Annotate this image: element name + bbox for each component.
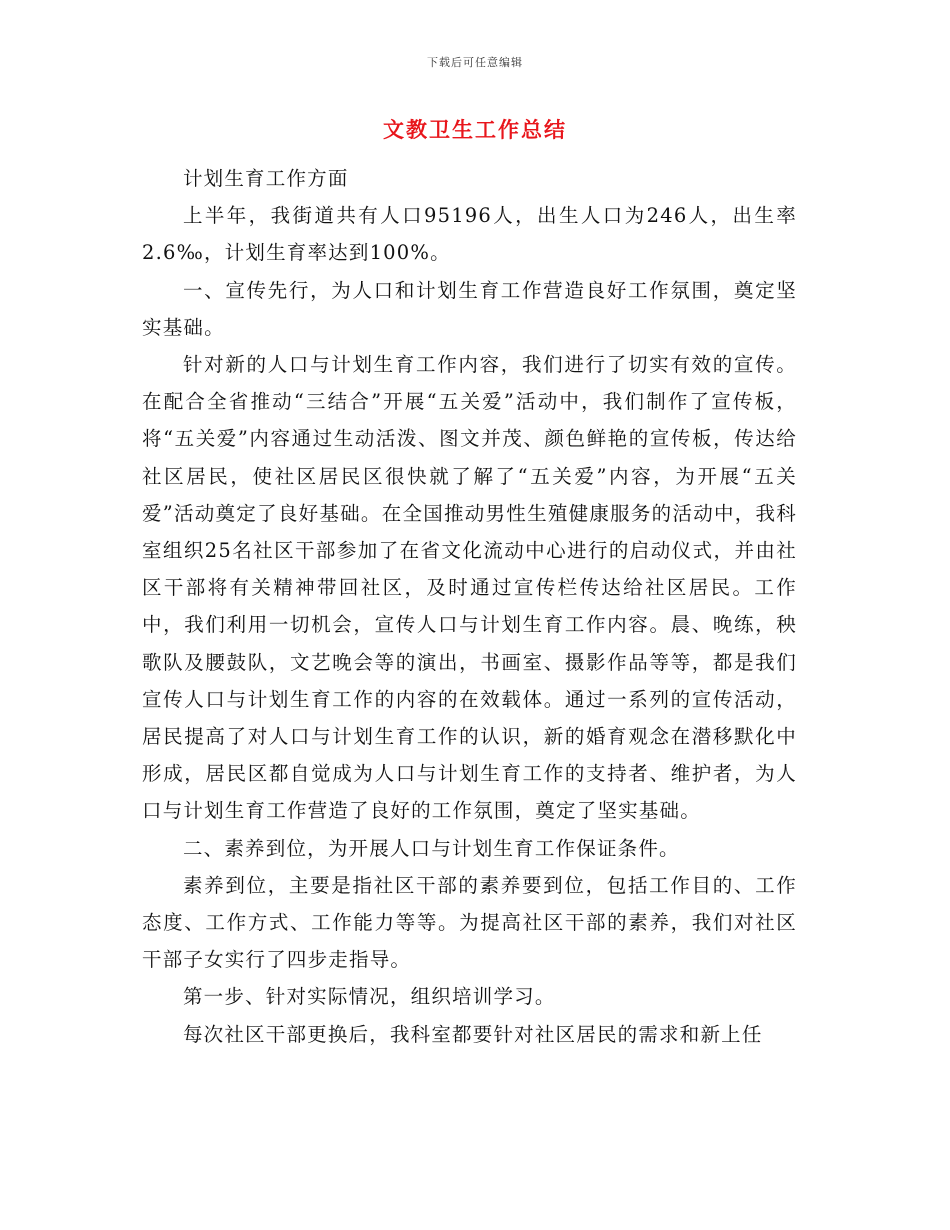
paragraph: 素养到位，主要是指社区干部的素养要到位，包括工作目的、工作态度、工作方式、工作能力等等。为提高社区干部的素养，我们对社区干部子女实行了四步走指导。 [142,873,797,972]
paragraph: 上半年，我街道共有人口95196人，出生人口为246人，出生率2.6‰，计划生育率达到100%。 [142,204,797,265]
section-heading: 计划生育工作方面 [182,167,349,190]
page-header-note: 下载后可任意编辑 [427,56,523,69]
paragraph: 每次社区干部更换后，我科室都要针对社区居民的需求和新上任 [182,1022,763,1046]
paragraph: 二、素养到位，为开展人口与计划生育工作保证条件。 [182,836,680,860]
document-body [142,160,797,1053]
paragraph: 第一步、针对实际情况，组织培训学习。 [182,985,556,1009]
paragraph: 一、宣传先行，为人口和计划生育工作营造良好工作氛围，奠定坚实基础。 [142,278,797,339]
paragraph: 针对新的人口与计划生育工作内容，我们进行了切实有效的宣传。在配合全省推动“三结合”开展“五关爱”活动中，我们制作了宣传板，将“五关爱”内容通过生动活泼、图文并茂、颜色鲜艳的宣传板，传达给社区居民，使社区居民区很快就了解了“五关爱”内容，为开展“五关爱”活动奠定了良好基础。在全国推动男性生殖健康服务的活动中，我科室组织25名社区干部参加了在省文化流动中心进行的启动仪式，并由社区干部将有关精神带回社区，及时通过宣传栏传达给社区居民。工作中，我们利用一切机会，宣传人口与计划生育工作内容。晨、晚练，秧歌队及腰鼓队，文艺晚会等的演出，书画室、摄影作品等等，都是我们宣传人口与计划生育工作的内容的在效载体。通过一系列的宣传活动，居民提高了对人口与计划生育工作的认识，新的婚育观念在潜移默化中形成，居民区都自觉成为人口与计划生育工作的支持者、维护者，为人口与计划生育工作营造了良好的工作氛围，奠定了坚实基础。 [142,353,797,823]
document-title: 文教卫生工作总结 [383,117,567,142]
